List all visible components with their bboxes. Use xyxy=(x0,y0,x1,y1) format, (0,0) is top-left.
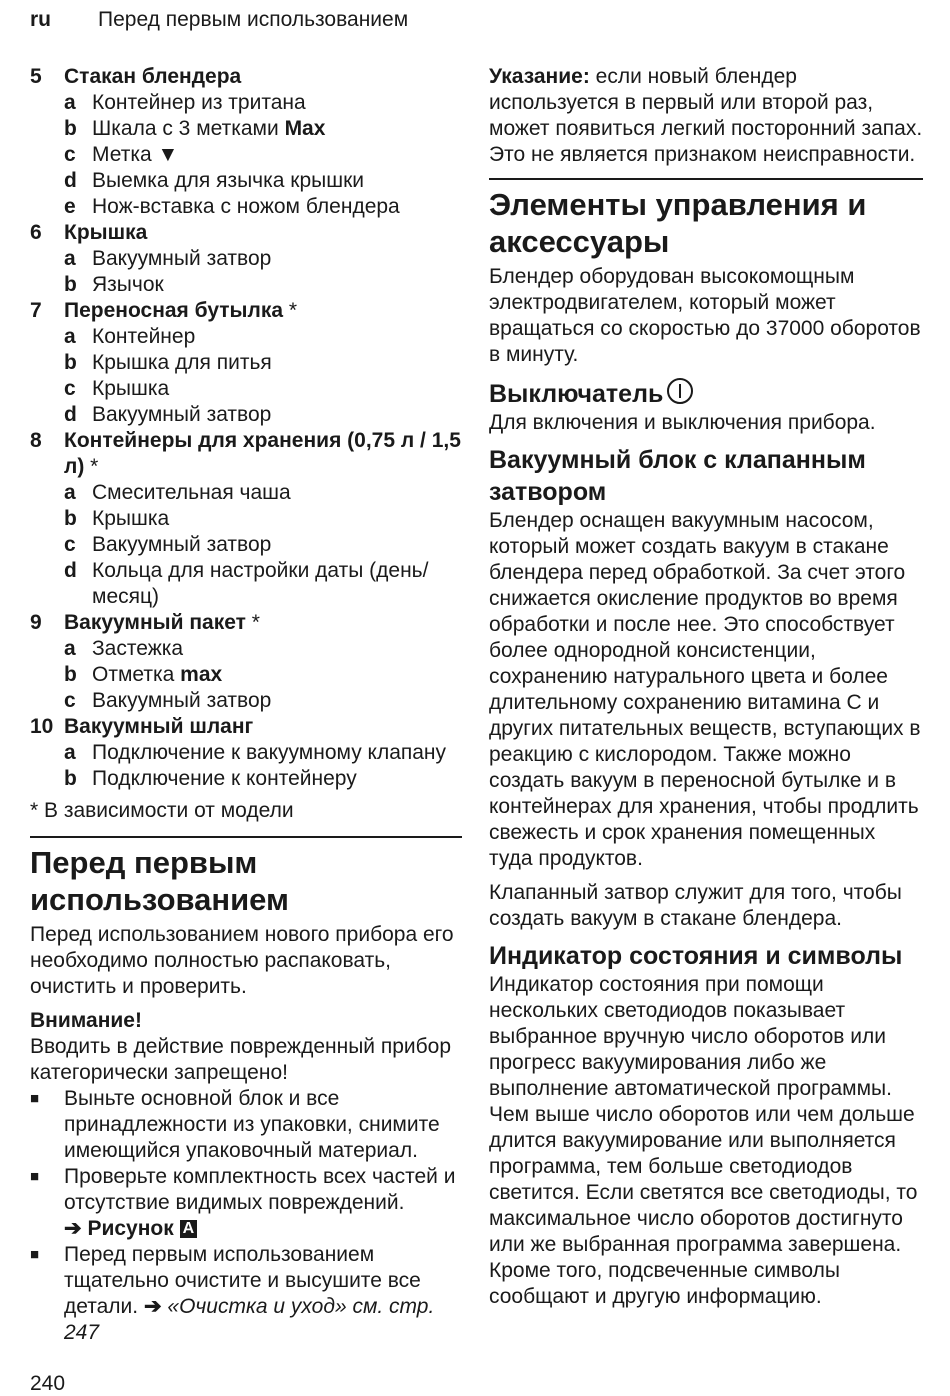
note-label: Указание: xyxy=(489,65,590,88)
sub-text: Кольца для настройки даты (день/месяц) xyxy=(92,559,429,608)
arrow-right-icon: ➔ xyxy=(64,1217,82,1240)
part-title: Вакуумный шланг xyxy=(64,715,254,738)
part-9 xyxy=(30,610,462,636)
power-icon xyxy=(667,378,693,404)
sub-letter: a xyxy=(64,741,76,764)
section-divider xyxy=(30,836,462,838)
part-number: 8 xyxy=(30,429,42,452)
vacuum-heading: Вакуумный блок с клапанным затвором xyxy=(489,446,866,506)
part-sub-item xyxy=(30,324,462,350)
note xyxy=(489,64,923,168)
part-sub-item xyxy=(30,636,462,662)
arrow-right-icon: ➔ xyxy=(143,1295,162,1318)
part-7 xyxy=(30,298,462,324)
sub-letter: b xyxy=(64,767,77,790)
controls-intro: Блендер оборудован высокомощным электродвигателем, который может вращаться со скоростью до 37000 оборотов в минуту. xyxy=(489,265,921,366)
page-reference[interactable]: «Очистка и уход» см. стр. 247 xyxy=(64,1295,435,1344)
figure-a-icon: A xyxy=(180,1220,198,1238)
part-sub-item xyxy=(30,506,462,532)
section-divider xyxy=(489,178,923,180)
sub-letter: b xyxy=(64,507,77,530)
part-number: 10 xyxy=(30,715,54,738)
sub-text: Крышка xyxy=(92,377,170,400)
part-6 xyxy=(30,220,462,246)
part-sub-item xyxy=(30,194,462,220)
part-number: 7 xyxy=(30,299,42,322)
part-sub-item xyxy=(30,480,462,506)
sub-letter: b xyxy=(64,273,77,296)
before-use-heading: Перед первым использованием xyxy=(30,845,289,917)
sub-letter: b xyxy=(64,351,77,374)
part-sub-item xyxy=(30,272,462,298)
sub-text: Вакуумный затвор xyxy=(92,247,272,270)
sub-letter: a xyxy=(64,247,76,270)
part-sub-item xyxy=(30,168,462,194)
section-title: Перед первым использованием xyxy=(98,8,409,31)
left-column xyxy=(30,64,462,1346)
indicator-text: Индикатор состояния при помощи нескольких светодиодов показывает выбранное вручную число оборотов или прогресс вакуумирования либо же выполнение автоматической программы. Чем выше число оборотов или чем дольше длится вакуумирование или выполняется программа, тем больше светодиодов светится. Если светятся все светодиоды, то максимальное число оборотов достигнуто или же выбранная программа завершена. Кроме того, подсвеченные символы сообщают и другую информацию. xyxy=(489,973,918,1308)
sub-letter: a xyxy=(64,91,76,114)
switch-heading: Выключатель xyxy=(489,378,923,410)
part-sub-item xyxy=(30,402,462,428)
sub-text: Язычок xyxy=(92,273,164,296)
bullet-square-icon: ■ xyxy=(30,1090,40,1107)
before-use-intro: Перед использованием нового прибора его необходимо полностью распаковать, очистить и проверить. xyxy=(30,923,454,998)
part-number: 9 xyxy=(30,611,42,634)
controls-heading: Элементы управления и аксессуары xyxy=(489,187,867,259)
part-title: Крышка xyxy=(64,221,148,244)
sub-text: Метка ▼ xyxy=(92,143,179,166)
sub-text: Вакуумный затвор xyxy=(92,533,272,556)
sub-letter: d xyxy=(64,169,77,192)
part-sub-item xyxy=(30,350,462,376)
valve-text: Клапанный затвор служит для того, чтобы создать вакуум в стакане блендера. xyxy=(489,881,902,930)
footnote: * В зависимости от модели xyxy=(30,799,294,822)
part-sub-item xyxy=(30,246,462,272)
part-title: Переносная бутылка * xyxy=(64,299,298,322)
part-10 xyxy=(30,714,462,740)
bullet-text: Проверьте комплектность всех частей и отсутствие видимых повреждений. xyxy=(64,1165,456,1214)
sub-letter: d xyxy=(64,559,77,582)
sub-text: Отметка max xyxy=(92,663,223,686)
part-sub-item xyxy=(30,688,462,714)
part-5 xyxy=(30,64,462,90)
sub-letter: d xyxy=(64,403,77,426)
sub-text: Нож-вставка с ножом блендера xyxy=(92,195,400,218)
sub-letter: e xyxy=(64,195,76,218)
sub-text: Крышка xyxy=(92,507,170,530)
sub-letter: b xyxy=(64,663,77,686)
sub-letter: a xyxy=(64,325,76,348)
sub-text: Застежка xyxy=(92,637,184,660)
list-item xyxy=(30,1164,462,1242)
part-sub-item xyxy=(30,532,462,558)
bullet-square-icon: ■ xyxy=(30,1168,40,1185)
warning-title: Внимание! xyxy=(30,1009,142,1032)
sub-text: Вакуумный затвор xyxy=(92,403,272,426)
sub-text: Выемка для язычка крышки xyxy=(92,169,365,192)
sub-text: Контейнер xyxy=(92,325,196,348)
indicator-heading: Индикатор состояния и символы xyxy=(489,942,903,970)
part-sub-item xyxy=(30,116,462,142)
sub-text: Вакуумный затвор xyxy=(92,689,272,712)
language-code: ru xyxy=(30,8,51,31)
sub-letter: c xyxy=(64,143,76,166)
part-number: 5 xyxy=(30,65,42,88)
sub-letter: a xyxy=(64,481,76,504)
part-8 xyxy=(30,428,462,480)
parts-list xyxy=(30,64,462,792)
page-number: 240 xyxy=(30,1372,66,1395)
note-text: если новый блендер используется в первый или второй раз, может появиться легкий посторонний запах. Это не является признаком неисправности. xyxy=(489,65,923,166)
sub-letter: c xyxy=(64,533,76,556)
vacuum-text: Блендер оснащен вакуумным насосом, который может создать вакуум в стакане блендера перед обработкой. За счет этого снижается окисление продуктов во время обработки и после нее. Это способствует более однородной консистенции, сохранению натурального цвета и более длительному сохранению витамина С и других питательных веществ, вступающих в реакцию с кислородом. Также можно создать вакуум в переносной бутылке и в контейнерах для хранения, чтобы продлить свежесть и срок хранения помещенных туда продуктов. xyxy=(489,509,921,870)
part-sub-item xyxy=(30,766,462,792)
sub-letter: c xyxy=(64,377,76,400)
sub-text: Подключение к вакуумному клапану xyxy=(92,741,447,764)
sub-letter: a xyxy=(64,637,76,660)
right-column xyxy=(489,64,923,1310)
part-sub-item xyxy=(30,558,462,610)
part-title: Стакан блендера xyxy=(64,65,242,88)
figure-reference[interactable]: Рисунок xyxy=(87,1217,174,1240)
switch-text: Для включения и выключения прибора. xyxy=(489,411,876,434)
list-item xyxy=(30,1086,462,1164)
sub-text: Смесительная чаша xyxy=(92,481,291,504)
sub-text: Подключение к контейнеру xyxy=(92,767,357,790)
part-title: Контейнеры для хранения (0,75 л / 1,5 л) * xyxy=(64,429,461,478)
part-sub-item xyxy=(30,662,462,688)
part-sub-item xyxy=(30,142,462,168)
part-title: Вакуумный пакет * xyxy=(64,611,260,634)
bullet-square-icon: ■ xyxy=(30,1246,40,1263)
sub-text: Крышка для питья xyxy=(92,351,272,374)
list-item xyxy=(30,1242,462,1346)
sub-letter: c xyxy=(64,689,76,712)
part-sub-item xyxy=(30,376,462,402)
part-sub-item xyxy=(30,740,462,766)
part-sub-item xyxy=(30,90,462,116)
warning-text: Вводить в действие поврежденный прибор категорически запрещено! xyxy=(30,1035,452,1084)
part-number: 6 xyxy=(30,221,42,244)
bullet-text: Выньте основной блок и все принадлежности из упаковки, снимите имеющийся упаковочный материал. xyxy=(64,1087,440,1162)
sub-letter: b xyxy=(64,117,77,140)
sub-text: Шкала с 3 метками Max xyxy=(92,117,326,140)
bullet-text: Перед первым использованием тщательно очистите и высушите все детали. xyxy=(64,1243,421,1318)
page-header xyxy=(30,8,408,32)
sub-text: Контейнер из тритана xyxy=(92,91,306,114)
